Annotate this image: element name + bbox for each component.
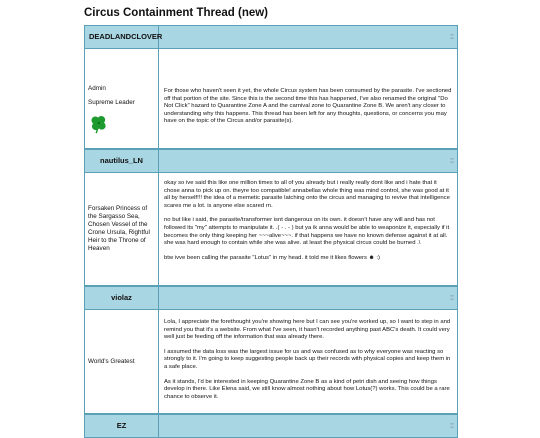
grip-dots-icon[interactable]: :: — [450, 157, 454, 165]
post-sidebar — [85, 173, 159, 285]
post-content — [159, 173, 457, 285]
post-body — [84, 310, 458, 414]
user-title: World's Greatest — [88, 357, 135, 365]
grip-dots-icon[interactable]: :: — [450, 294, 454, 302]
user-title: Forsaken Princess of the Sargasso Sea, Chosen Vessel of the Crone Ursula, Rightful Heir to the Throne of Heaven — [88, 205, 150, 252]
four-leaf-clover-icon — [88, 113, 110, 135]
post-header — [84, 286, 458, 310]
post-author[interactable]: nautilus_LN — [85, 150, 159, 172]
post-content — [159, 310, 457, 413]
post-paragraph: no but like i said, the parasite/transformer isnt dangerous on its own. it doesn't have any will and has not followed its "my" attempts to manipulate it. .( - . - ) but ya ik anna would be able to weaponize it, especially if it becomes the only thing keeping her ~~~alive~~~. if that happens we have no known defense against it at all. she was hard enough to contain while she was alive. at least the physical circus could be burned .\ — [164, 217, 450, 247]
post-header — [84, 414, 458, 438]
post-body — [84, 173, 458, 286]
post-sidebar — [85, 49, 159, 148]
post-paragraph: I assumed the data loss was the largest issue for us and was confused as to why everyone was reacting so strongly to it. I'm going to keep suggesting people back up their records with physical copies and keep them in a safe place. — [164, 348, 451, 370]
thread-title: Circus Containment Thread (new) — [84, 7, 269, 19]
post-header — [84, 149, 458, 173]
post-body — [84, 49, 458, 149]
post-author[interactable]: violaz — [85, 287, 159, 309]
post-paragraph: As it stands, I'd be interested in keeping Quarantine Zone B as a kind of petri dish and seeing how things develop in there. Like Elena said, we still know almost nothing about how Lotus(?) works. This could be a rare chance to observe it. — [164, 378, 450, 400]
user-title: Supreme Leader — [88, 99, 135, 106]
post-content — [159, 49, 457, 148]
grip-dots-icon[interactable]: :: — [450, 33, 454, 41]
post-author[interactable]: DEADLANDCLOVER — [85, 26, 159, 48]
post-paragraph: Lola, I appreciate the forethought you're showing here but I can see you're worked up, so I want to step in and remind you that it's a website. From what I've seen, it hasn't recorded anything past ABC's death. It could very well just be feeding off the information that was already there. — [164, 319, 451, 341]
post-sidebar — [85, 310, 159, 413]
user-rank: Admin — [88, 85, 106, 92]
grip-dots-icon[interactable]: :: — [450, 422, 454, 430]
post-header — [84, 25, 458, 49]
post-paragraph: For those who haven't seen it yet, the whole Circus system has been consumed by the parasite. I've sectioned off that portion of the site. Since this is the second time this has happened, I've also renamed the original "Do Not Click" hazard to Quarantine Zone A and the carnival zone to Quarantine Zone B. We aren't any closer to understanding why this happens. This thread has been left for any thoughts, questions, or concerns you may have on the topic of the Circus and/or parasite(s). — [164, 88, 452, 125]
thread-table — [84, 25, 458, 438]
post-paragraph: btw ivve been calling the parasite "Lotus" in my head. it told me it likes flowers ☻ :) — [164, 254, 380, 261]
post-paragraph: okay so ive said this like one million times to all of you already but i really really dont like and i hate that it chose anna to pick up on. theyre too compatible! annabellas whole thing was mind control, she was good at it all by herself!!! the idea of a memetic parasite latching onto the circus and managing to revive that intelligence scares me a lot. is anyone else scared rn. — [164, 180, 450, 209]
post-author[interactable]: EZ — [85, 415, 159, 437]
